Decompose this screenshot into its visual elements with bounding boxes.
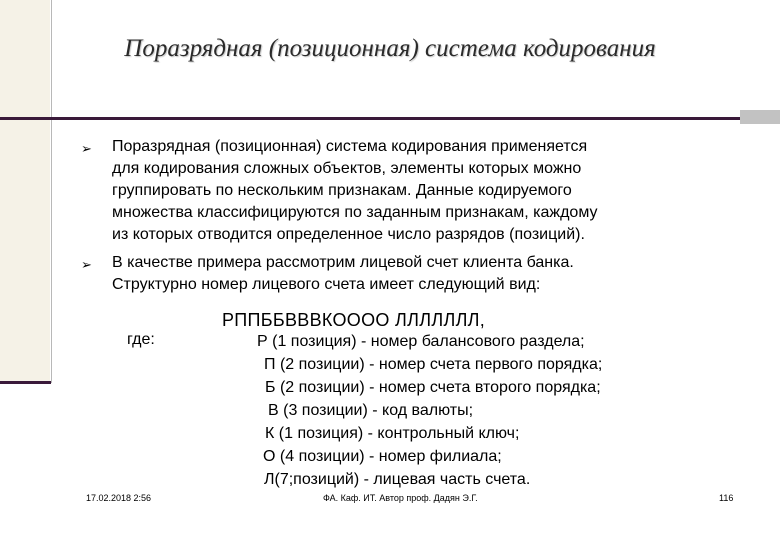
legend-line: П (2 позиции) - номер счета первого порядка; xyxy=(264,356,603,373)
bullet-icon: ➢ xyxy=(81,141,92,156)
bullet-1-line: множества классифицируются по заданным признакам, каждому xyxy=(112,204,598,221)
bullet-2-line: Структурно номер лицевого счета имеет следующий вид: xyxy=(112,276,541,293)
right-decor-block xyxy=(740,110,780,124)
slide-title: Поразрядная (позиционная) система кодирования xyxy=(124,35,656,62)
bullet-2-line: В качестве примера рассмотрим лицевой счет клиента банка. xyxy=(112,254,574,271)
bullet-1-line: группировать по нескольким признакам. Данные кодируемого xyxy=(112,182,572,199)
title-divider xyxy=(0,117,740,120)
bullet-1-line: из которых отводится определенное число разрядов (позиций). xyxy=(112,226,585,243)
footer-date: 17.02.2018 2:56 xyxy=(86,493,152,503)
legend-line: Б (2 позиции) - номер счета второго порядка; xyxy=(265,379,601,396)
left-decor-cap xyxy=(0,381,51,384)
bullet-1-line: для кодирования сложных объектов, элементы которых можно xyxy=(112,160,582,177)
legend-line: В (3 позиции) - код валюты; xyxy=(268,402,474,419)
footer-page-number: 116 xyxy=(719,493,734,503)
account-code-pattern: РППББВВВКОООО ЛЛЛЛЛЛЛ, xyxy=(222,310,486,330)
bullet-icon: ➢ xyxy=(81,257,92,272)
legend-line: Л(7;позиций) - лицевая часть счета. xyxy=(264,471,531,488)
legend-line: О (4 позиции) - номер филиала; xyxy=(263,448,502,465)
legend-line: К (1 позиция) - контрольный ключ; xyxy=(265,425,520,442)
where-label: где: xyxy=(127,331,155,348)
bullet-1-text xyxy=(112,136,702,246)
footer-author: ФА. Каф. ИТ. Автор проф. Дадян Э.Г. xyxy=(323,493,478,503)
legend-line: Р (1 позиция) - номер балансового раздела; xyxy=(257,333,585,350)
bullet-2-text xyxy=(112,252,702,296)
bullet-1-line: Поразрядная (позиционная) система кодирования применяется xyxy=(112,138,588,155)
